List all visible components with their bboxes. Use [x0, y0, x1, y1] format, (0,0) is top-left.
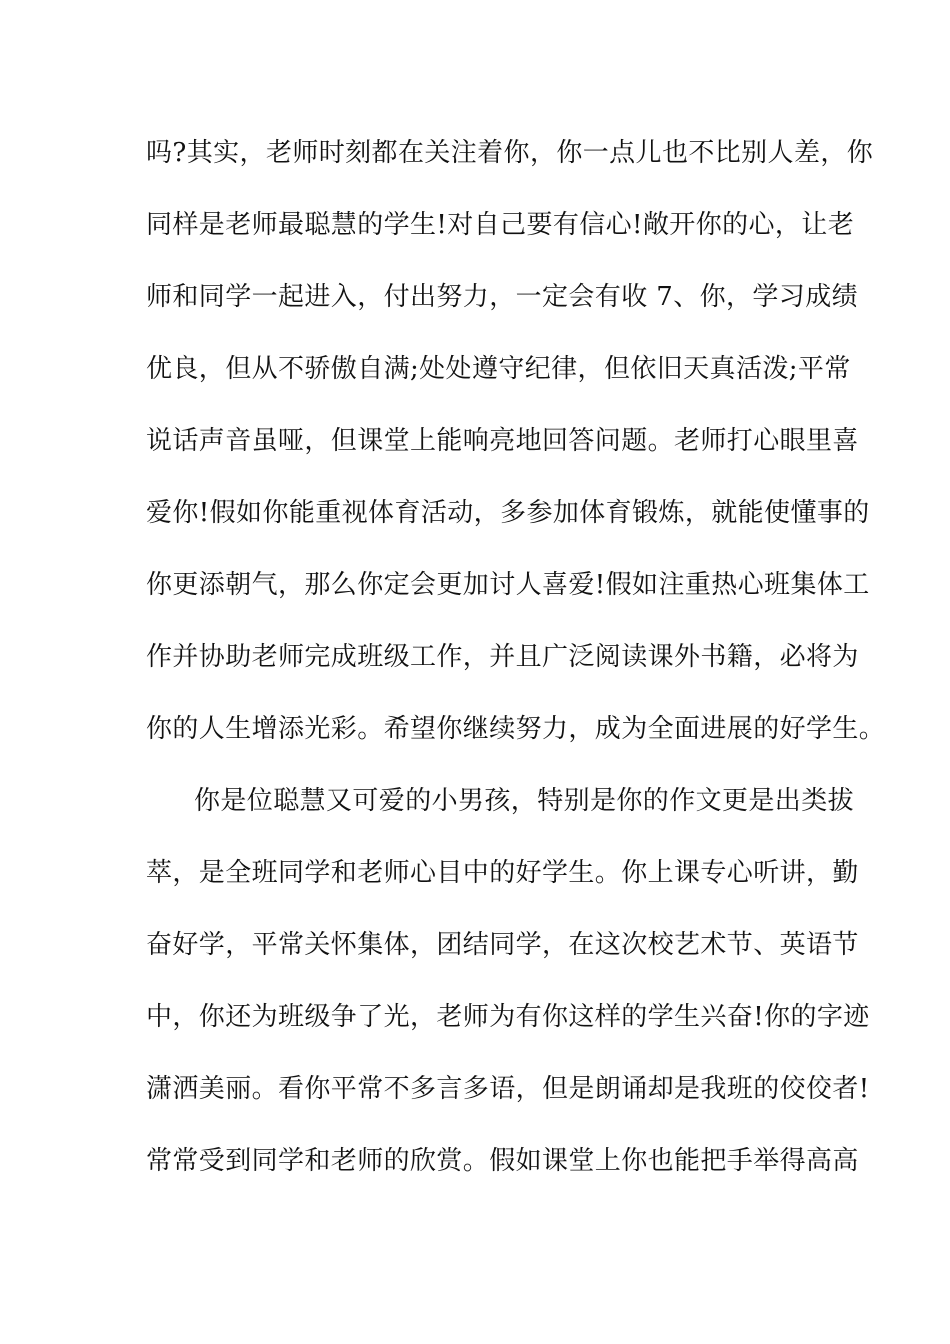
text-line: 吗?其实，老师时刻都在关注着你，你一点儿也不比别人差，你	[146, 138, 874, 168]
text-line: 优良，但从不骄傲自满;处处遵守纪律，但依旧天真活泼;平常	[146, 354, 851, 384]
text-line: 中，你还为班级争了光，老师为有你这样的学生兴奋!你的字迹	[146, 1002, 870, 1032]
text-line: 常常受到同学和老师的欣赏。假如课堂上你也能把手举得高高	[146, 1146, 859, 1176]
paragraph-first-line: 你是位聪慧又可爱的小男孩，特别是你的作文更是出类拔	[194, 786, 855, 816]
text-line: 师和同学一起进入，付出努力，一定会有收 7、你，学习成绩	[146, 282, 859, 312]
text-line: 你更添朝气，那么你定会更加讨人喜爱!假如注重热心班集体工	[146, 570, 870, 600]
text-line: 说话声音虽哑，但课堂上能响亮地回答问题。老师打心眼里喜	[146, 426, 859, 456]
text-line: 萃，是全班同学和老师心目中的好学生。你上课专心听讲，勤	[146, 858, 859, 888]
text-line: 奋好学，平常关怀集体，团结同学，在这次校艺术节、英语节	[146, 930, 859, 960]
text-line: 潇洒美丽。看你平常不多言多语，但是朗诵却是我班的佼佼者!	[146, 1074, 870, 1104]
text-line: 爱你!假如你能重视体育活动，多参加体育锻炼，就能使懂事的	[146, 498, 870, 528]
text-line: 同样是老师最聪慧的学生!对自己要有信心!敞开你的心，让老	[146, 210, 855, 240]
text-line: 你的人生增添光彩。希望你继续努力，成为全面进展的好学生。	[146, 714, 886, 744]
text-line: 作并协助老师完成班级工作，并且广泛阅读课外书籍，必将为	[146, 642, 859, 672]
